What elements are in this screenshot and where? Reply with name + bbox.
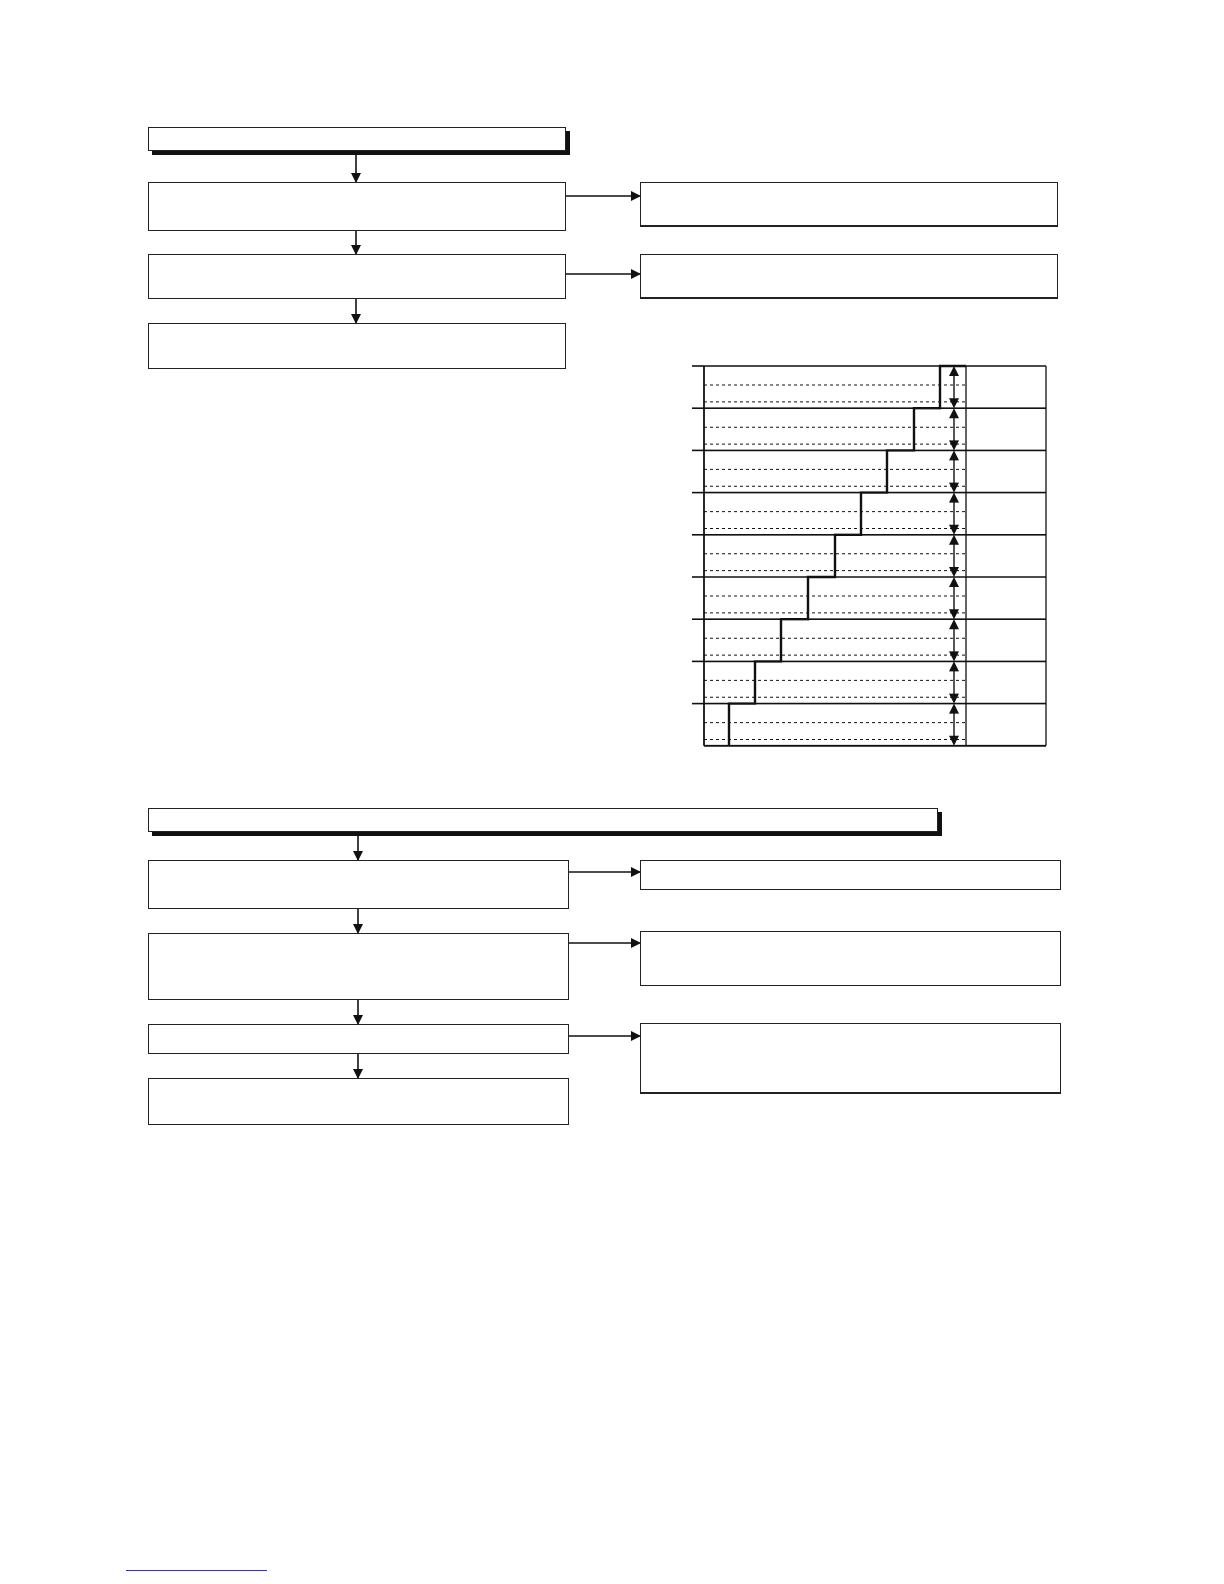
ladder-span-arrow-up-head <box>949 450 959 460</box>
ladder-span-arrow-up-head <box>949 408 959 418</box>
ladder-span-arrow-up-head <box>949 535 959 545</box>
ladder-span-arrow-up-head <box>949 577 959 587</box>
ladder-span-arrow-down-head <box>949 609 959 619</box>
ladder-span-arrow-up-head <box>949 366 959 376</box>
ladder-span-arrow-up-head <box>949 493 959 503</box>
ladder-span-arrow-down-head <box>949 651 959 661</box>
ladder-span-arrow-up-head <box>949 661 959 671</box>
ladder-span-arrow-up-head <box>949 619 959 629</box>
ladder-span-arrow-down-head <box>949 525 959 535</box>
ladder-span-arrow-up-head <box>949 704 959 714</box>
ladder-staircase-trace <box>729 366 966 746</box>
ladder-span-arrow-down-head <box>949 483 959 493</box>
ladder-span-arrow-down-head <box>949 567 959 577</box>
ladder-span-arrow-down-head <box>949 440 959 450</box>
footer-link[interactable] <box>126 1556 267 1571</box>
ladder-span-arrow-down-head <box>949 398 959 408</box>
ladder-span-arrow-down-head <box>949 736 959 746</box>
ladder-span-arrow-down-head <box>949 694 959 704</box>
